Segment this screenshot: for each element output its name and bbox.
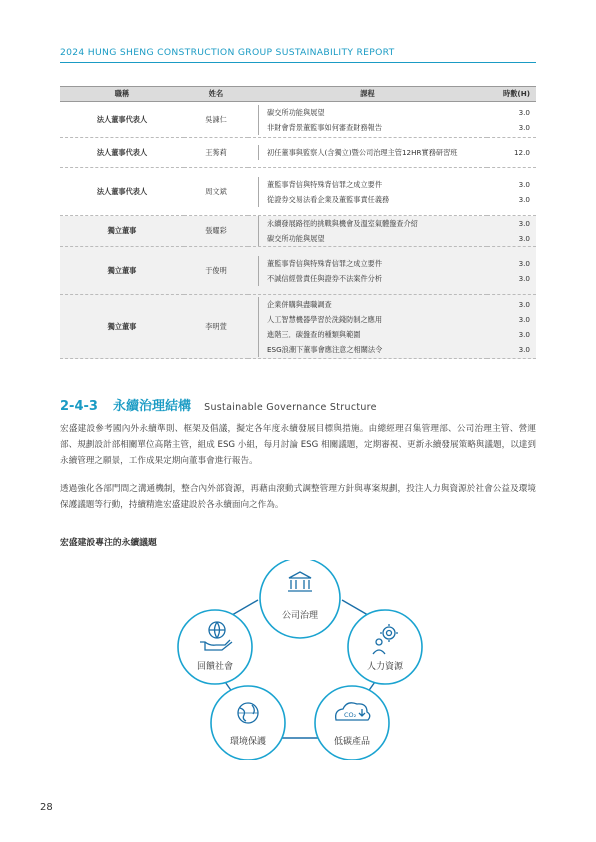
hours-item: 3.0 (518, 219, 530, 228)
cell-hours (487, 102, 536, 138)
diagram-title: 宏盛建設專注的永續議題 (60, 538, 157, 548)
cell-hours (487, 295, 536, 359)
table-row (60, 247, 536, 295)
hours-item: 3.0 (518, 122, 530, 132)
section-subtitle-en: Sustainable Governance Structure (204, 402, 377, 413)
course-item: 董監事背信與特殊背信罪之成立要件 (267, 179, 383, 189)
issue-label-lowcarbon: 低碳產品 (333, 737, 371, 747)
issue-circle-society (178, 610, 252, 684)
course-item: 碳交所功能與展望 (267, 107, 325, 117)
cell-courses (248, 138, 487, 168)
table-row (60, 168, 536, 216)
course-item: 董監事背信與特殊背信罪之成立要件 (267, 258, 383, 268)
course-item: 從證券交易法看企業及董監事責任義務 (267, 194, 390, 204)
table-row (60, 102, 536, 138)
cell-hours (487, 216, 536, 247)
course-item: 碳交所功能與展望 (267, 234, 325, 243)
col-header-hours: 時數(H) (487, 87, 536, 102)
course-item: 非財會背景董監事如何審查財務報告 (267, 122, 383, 132)
hours-item: 3.0 (518, 194, 530, 204)
course-item: 企業併購與盡職調查 (267, 299, 332, 309)
cell-name: 吳諫仁 (184, 102, 248, 138)
hours-item: 3.0 (518, 299, 530, 309)
svg-text:CO₂: CO₂ (344, 711, 357, 719)
hours-item: 3.0 (518, 273, 530, 283)
cell-title: 獨立董事 (60, 216, 184, 247)
table-row (60, 216, 536, 247)
cell-courses (248, 295, 487, 359)
issue-circle-lowcarbon (315, 686, 389, 760)
hours-item: 3.0 (518, 179, 530, 189)
issue-label-environment: 環境保護 (229, 737, 267, 747)
course-item: ESG浪潮下董事會應注意之相關法令 (267, 344, 383, 354)
section-number: 2-4-3 (60, 399, 98, 414)
col-header-courses: 課程 (248, 87, 487, 102)
section-title: 永續治理結構 (113, 399, 192, 414)
cell-title: 法人董事代表人 (60, 102, 184, 138)
training-table (60, 86, 536, 359)
header-divider (60, 62, 536, 63)
section-heading (60, 395, 377, 414)
course-item: 進階三．碳盤查的種類與範圍 (267, 329, 361, 339)
section-paragraph-1: 宏盛建設參考國內外永續準則、框架及倡議，擬定各年度永續發展目標與措施。由總經理召集管理部、公司治理主管、營運部、規劃設計部相關單位高階主管，組成 ESG 小組，每月討論 ESG 相關議題，定期審視、更新永續發展策略與議題，以達到永續管理之願景，工作成果定期向董事會進行報告。 (60, 424, 536, 466)
hours-item: 3.0 (518, 314, 530, 324)
sustainability-issues-diagram (150, 560, 450, 760)
cell-title: 法人董事代表人 (60, 138, 184, 168)
course-item: 永續發展路徑的挑戰與機會及溫室氣體盤查介紹 (267, 219, 418, 228)
cell-courses (248, 247, 487, 295)
cell-name: 王莠莉 (184, 138, 248, 168)
cell-hours (487, 168, 536, 216)
table-header-row (60, 87, 536, 102)
report-header: 2024 HUNG SHENG CONSTRUCTION GROUP SUSTAINABILITY REPORT (60, 47, 395, 58)
cell-name: 李明萱 (184, 295, 248, 359)
issue-label-governance: 公司治理 (281, 611, 319, 621)
issue-label-hr: 人力資源 (366, 662, 404, 672)
cell-courses (248, 102, 487, 138)
page-number: 28 (40, 802, 53, 813)
col-header-name: 姓名 (184, 87, 248, 102)
course-item: 初任董事與監察人(含獨立)暨公司治理主管12HR實務研習班 (267, 148, 458, 157)
cell-hours (487, 247, 536, 295)
cell-title: 獨立董事 (60, 295, 184, 359)
table-row (60, 295, 536, 359)
hours-item: 3.0 (518, 258, 530, 268)
col-header-title: 職稱 (60, 87, 184, 102)
hours-item: 3.0 (518, 107, 530, 117)
hours-item: 3.0 (518, 234, 530, 243)
hours-item: 12.0 (513, 148, 530, 157)
cell-name: 張耀彩 (184, 216, 248, 247)
table-row (60, 138, 536, 168)
cell-name: 于俊明 (184, 247, 248, 295)
cell-title: 法人董事代表人 (60, 168, 184, 216)
course-item: 不誠信經營責任與證券不法案件分析 (267, 273, 383, 283)
issue-label-society: 回饋社會 (196, 662, 234, 672)
hours-item: 3.0 (518, 329, 530, 339)
cell-courses (248, 216, 487, 247)
issue-circle-hr (348, 610, 422, 684)
cell-courses (248, 168, 487, 216)
section-paragraph-2: 透過強化各部門間之溝通機制，整合內外部資源，再藉由滾動式調整管理方針與專案規劃，投注人力與資源於社會公益及環境保護議題等行動，持續精進宏盛建設於各永續面向之作為。 (60, 484, 536, 510)
cell-hours (487, 138, 536, 168)
hours-item: 3.0 (518, 344, 530, 354)
course-item: 人工智慧機器學習於洗錢防制之應用 (267, 314, 383, 324)
cell-name: 周文斌 (184, 168, 248, 216)
cell-title: 獨立董事 (60, 247, 184, 295)
